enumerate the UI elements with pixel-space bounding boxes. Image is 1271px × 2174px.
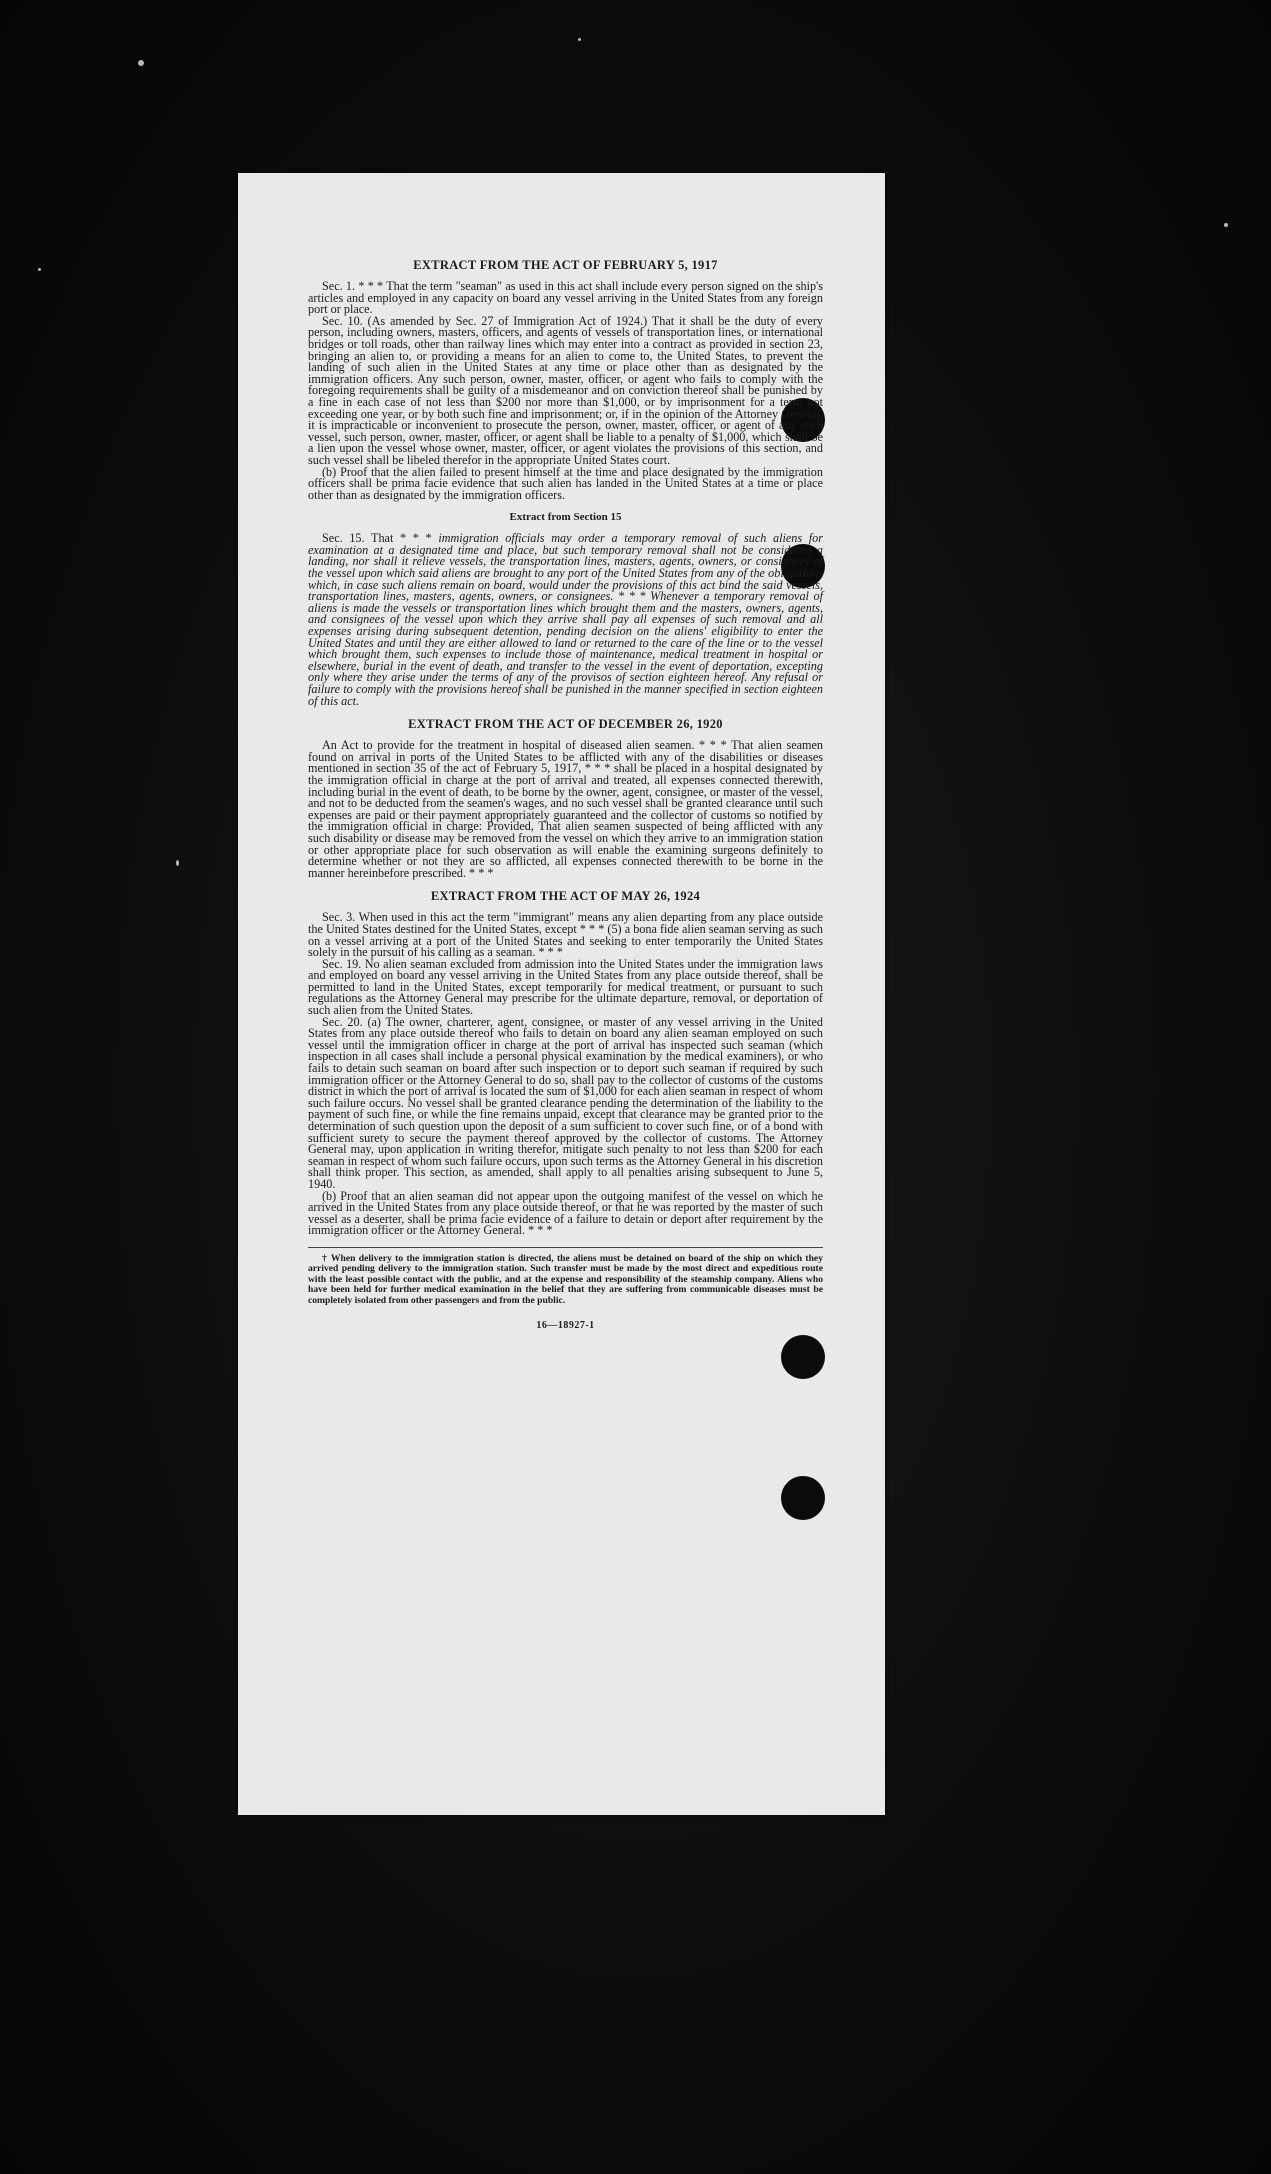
section-15-italic-text: immigration officials may order a temporary removal of such aliens for examination at a designated time and place, but such temporary removal shall not be considered a landing, nor shall it relieve vessels, the transportation lines, masters, agents, owners, or consignees of the vessel upon which said aliens are brought to any port of the United States from any of the obligations which, in case such aliens remain on board, would under the provisions of this act bind the said vessels, transportation lines, masters, agents, owners, or consignees. * * * Whenever a temporary removal of aliens is made the vessels or transportation lines which brought them and the masters, owners, agents, and consignees of the vessel upon which they arrive shall pay all expenses of such removal and all expenses arising during subsequent detention, pending decision on the aliens' eligibility to enter the United States and until they are either allowed to land or returned to the care of the line or to the vessel which brought them, such expenses to include those of maintenance, medical treatment in hospital or elsewhere, burial in the event of death, and transfer to the vessel in the event of deportation, excepting only where they arise under the terms of any of the provisos of section eighteen hereof. Any refusal or failure to comply with the provisions hereof shall be punished in the manner specified in section eighteen of this act. — [308, 531, 823, 708]
section-20b-paragraph: (b) Proof that an alien seaman did not appear upon the outgoing manifest of the vessel on which he arrived in the United States from any place outside thereof, or that he was reported by the master of such vessel as a deserter, shall be prima facie evidence of a failure to detain or deport after requirement by the immigration officer or the Attorney General. * * * — [308, 1188, 823, 1238]
dust-speck — [38, 268, 41, 271]
section-10-paragraph: Sec. 10. (As amended by Sec. 27 of Immigration Act of 1924.) That it shall be the duty of every person, including owners, masters, officers, and agents of vessels of transportation lines, or international bridges or toll roads, other than railway lines which may enter into a contract as provided in section 23, bringing an alien to, or providing a means for an alien to come to, the United States, to prevent the landing of such alien in the United States at any time or place other than as designated by the immigration officers. Any such person, owner, master, officer, or agent who fails to comply with the foregoing requirements shall be guilty of a misdemeanor and on conviction thereof shall be punished by a fine in each case of not less than $200 nor more than $1,000, or by imprisonment for a term not exceeding one year, or by both such fine and imprisonment; or, if in the opinion of the Attorney General, it is impracticable or inconvenient to prosecute the person, owner, master, officer, or agent of any such vessel, such person, owner, master, officer, or agent shall be liable to a penalty of $1,000, which shall be a lien upon the vessel whose owner, master, officer, or agent violates the provisions of this section, and such vessel shall be libeled therefor in the appropriate United States court. — [308, 313, 823, 467]
document-page — [238, 173, 885, 1815]
section-20a-paragraph: Sec. 20. (a) The owner, charterer, agent, consignee, or master of any vessel arriving in the United States from any place outside thereof who fails to detain on board any alien seaman employed on such vessel until the immigration officer in charge at the port of arrival has inspected such seaman (which inspection in all cases shall include a personal physical examination by the medical examiners), or who fails to detain such seaman on board after such inspection or to deport such seaman if required by such immigration officer or the Attorney General to do so, shall pay to the collector of customs of the customs district in which the port of arrival is located the sum of $1,000 for each alien seaman in respect of whom such failure occurs. No vessel shall be granted clearance pending the determination of the liability to the payment of such fine, or while the fine remains unpaid, except that clearance may be granted prior to the determination of such question upon the deposit of a sum sufficient to cover such fine, or of a bond with sufficient surety to secure the payment thereof approved by the collector of customs. The Attorney General may, upon application in writing therefor, mitigate such penalty to not less than $200 for each seaman in respect of whom such failure occurs, upon such terms as the Attorney General in his discretion shall think proper. This section, as amended, shall apply to all penalties arising subsequent to June 5, 1940. — [308, 1014, 823, 1191]
dust-speck — [1224, 223, 1228, 227]
act-1920-paragraph: An Act to provide for the treatment in hospital of diseased alien seamen. * * * That alien seamen found on arrival in ports of the United States to be afflicted with any of the disabilities or diseases mentioned in section 35 of the act of February 5, 1917, * * * shall be placed in a hospital designated by the immigration official in charge at the port of arrival and treated, all expenses connected therewith, including burial in the event of death, to be borne by the owner, agent, consignee, or master of the vessel, and not to be deducted from the seamen's wages, and no such vessel shall be granted clearance until such expenses are paid or their payment appropriately guaranteed and the collector of customs so notified by the immigration official in charge: Provided, That alien seamen suspected of being afflicted with any such disability or disease may be removed from the vessel on which they arrive to an immigration station or other appropriate place for such observation as will enable the examining surgeons definitely to determine whether or not they are so afflicted, all expenses connected therewith to be borne in the manner hereinbefore prescribed. * * * — [308, 738, 823, 880]
heading-act-1924: EXTRACT FROM THE ACT OF MAY 26, 1924 — [430, 889, 701, 904]
document-body — [308, 258, 823, 1332]
footnote-divider — [308, 1247, 823, 1248]
section-15-lead: Sec. 15. That * * * — [322, 531, 439, 546]
section-15-paragraph — [308, 533, 823, 707]
form-code: 16—18927-1 — [536, 1319, 595, 1331]
punch-hole — [781, 1335, 825, 1379]
section-19-paragraph: Sec. 19. No alien seaman excluded from admission into the United States under the immigration laws and employed on board any vessel arriving in the United States from any place outside thereof, shall be permitted to land in the United States, except temporarily for medical treatment, or pursuant to such regulations as the Attorney General may prescribe for the ultimate departure, removal, or deportation of such alien from the United States. — [308, 956, 823, 1018]
section-1-paragraph: Sec. 1. * * * That the term "seaman" as used in this act shall include every person signed on the ship's articles and employed in any capacity on board any vessel arriving in the United States from any foreign port or place. — [308, 279, 823, 317]
heading-act-1920: EXTRACT FROM THE ACT OF DECEMBER 26, 1920 — [408, 717, 723, 732]
heading-act-1917: EXTRACT FROM THE ACT OF FEBRUARY 5, 1917 — [413, 258, 718, 272]
dust-speck — [578, 38, 581, 41]
dust-speck — [138, 60, 144, 66]
footnote: † When delivery to the immigration station is directed, the aliens must be detained on board of the ship on which they arrived pending delivery to the immigration station. Such transfer must be made by the most direct and expeditious route with the least possible contact with the public, and at the expense and responsibility of the steamship company. Aliens who have been held for further medical examination in the belief that they are suffering from communicable diseases must be completely isolated from other passengers and from the public. — [308, 1252, 823, 1306]
section-10b-paragraph: (b) Proof that the alien failed to present himself at the time and place designated by the immigration officers shall be prima facie evidence that such alien has landed in the United States at a time or place other than as designated by the immigration officers. — [308, 464, 823, 502]
punch-hole — [781, 1476, 825, 1520]
section-3-paragraph: Sec. 3. When used in this act the term "immigrant" means any alien departing from any place outside the United States destined for the United States, except * * * (5) a bona fide alien seaman serving as such on a vessel arriving at a port of the United States and seeking to enter temporarily the United States solely in the pursuit of his calling as a seaman. * * * — [308, 910, 823, 960]
subheading-section-15: Extract from Section 15 — [509, 511, 622, 524]
dust-speck — [176, 860, 179, 866]
